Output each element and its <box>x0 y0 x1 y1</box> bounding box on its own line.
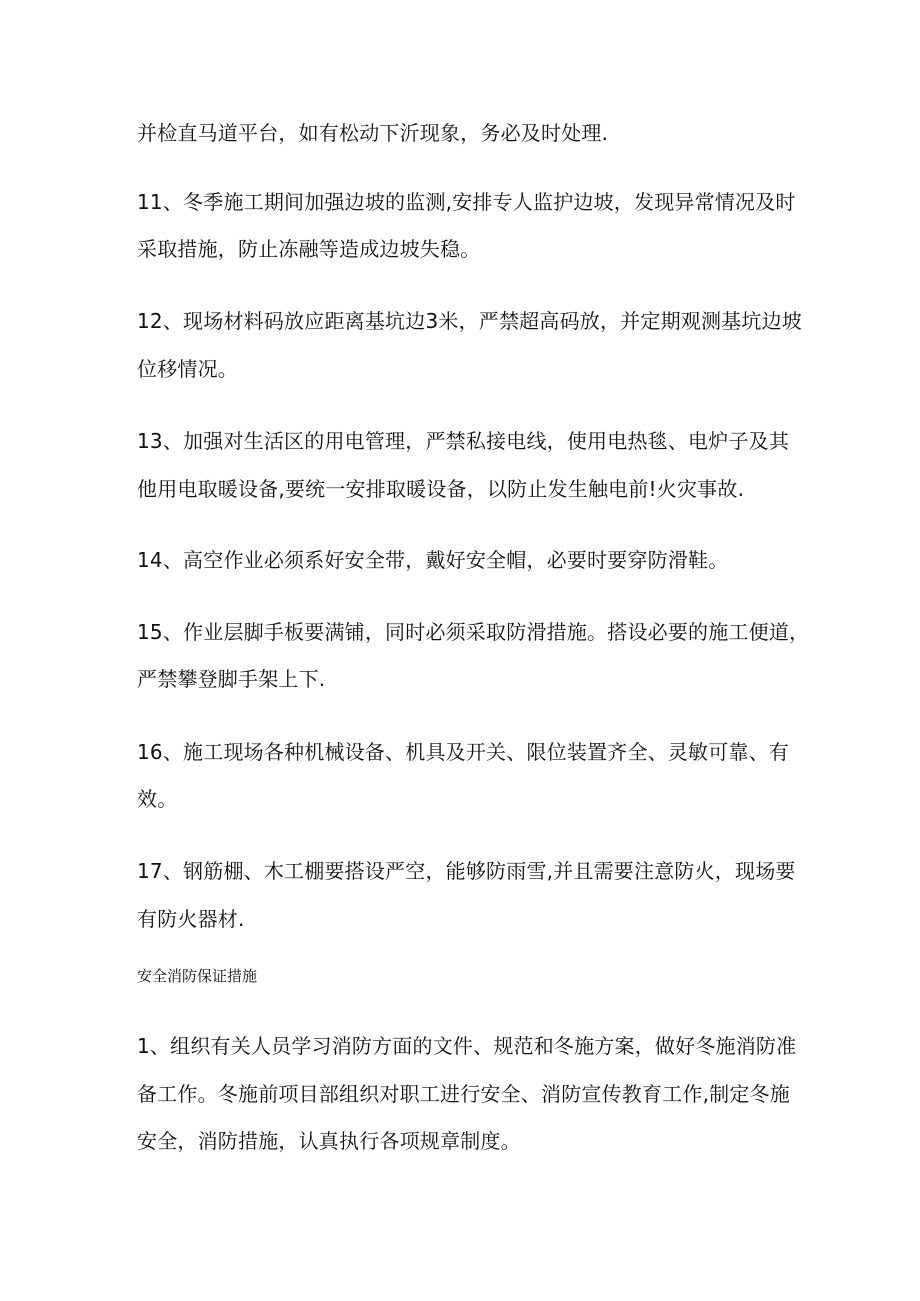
text-line: 有防火器材. <box>137 907 245 931</box>
text-line: 位移情况。 <box>137 357 238 381</box>
text-line: 13、加强对生活区的用电管理，严禁私接电线，使用电热毯、电炉子及其 <box>137 429 790 453</box>
text-line: 11、冬季施工期间加强边坡的监测,安排专人监护边坡，发现异常情况及时 <box>137 190 796 214</box>
text-line: 他用电取暖设备,要统一安排取暖设备，以防止发生触电前!火灾事故. <box>137 477 745 501</box>
text-line: 16、施工现场各种机械设备、机具及开关、限位装置齐全、灵敏可靠、有 <box>137 740 790 764</box>
text-line: 严禁攀登脚手架上下. <box>137 667 326 691</box>
text-line: 14、高空作业必须系好安全带，戴好安全帽，必要时要穿防滑鞋。 <box>137 548 729 572</box>
text-line: 效。 <box>137 787 178 811</box>
text-line: 安全，消防措施，认真执行各项规章制度。 <box>137 1129 521 1153</box>
text-line: 备工作。冬施前项目部组织对职工进行安全、消防宣传教育工作,制定冬施 <box>137 1082 790 1106</box>
text-line: 15、作业层脚手板要满铺，同时必须采取防滑措施。搭设必要的施工便道， <box>137 620 810 644</box>
text-line: 17、钢筋棚、木工棚要搭设严空，能够防雨雪,并且需要注意防火，现场要 <box>137 859 796 883</box>
text-line: 并检直马道平台，如有松动下沂现象，务必及时处理. <box>137 121 609 145</box>
section-heading: 安全消防保证措施 <box>137 967 258 985</box>
text-line: 采取措施，防止冻融等造成边坡失稳。 <box>137 237 481 261</box>
text-line: 1、组织有关人员学习消防方面的文件、规范和冬施方案，做好冬施消防准 <box>137 1034 797 1058</box>
text-line: 12、现场材料码放应距离基坑边3米，严禁超高码放，并定期观测基坑边坡 <box>137 309 802 333</box>
